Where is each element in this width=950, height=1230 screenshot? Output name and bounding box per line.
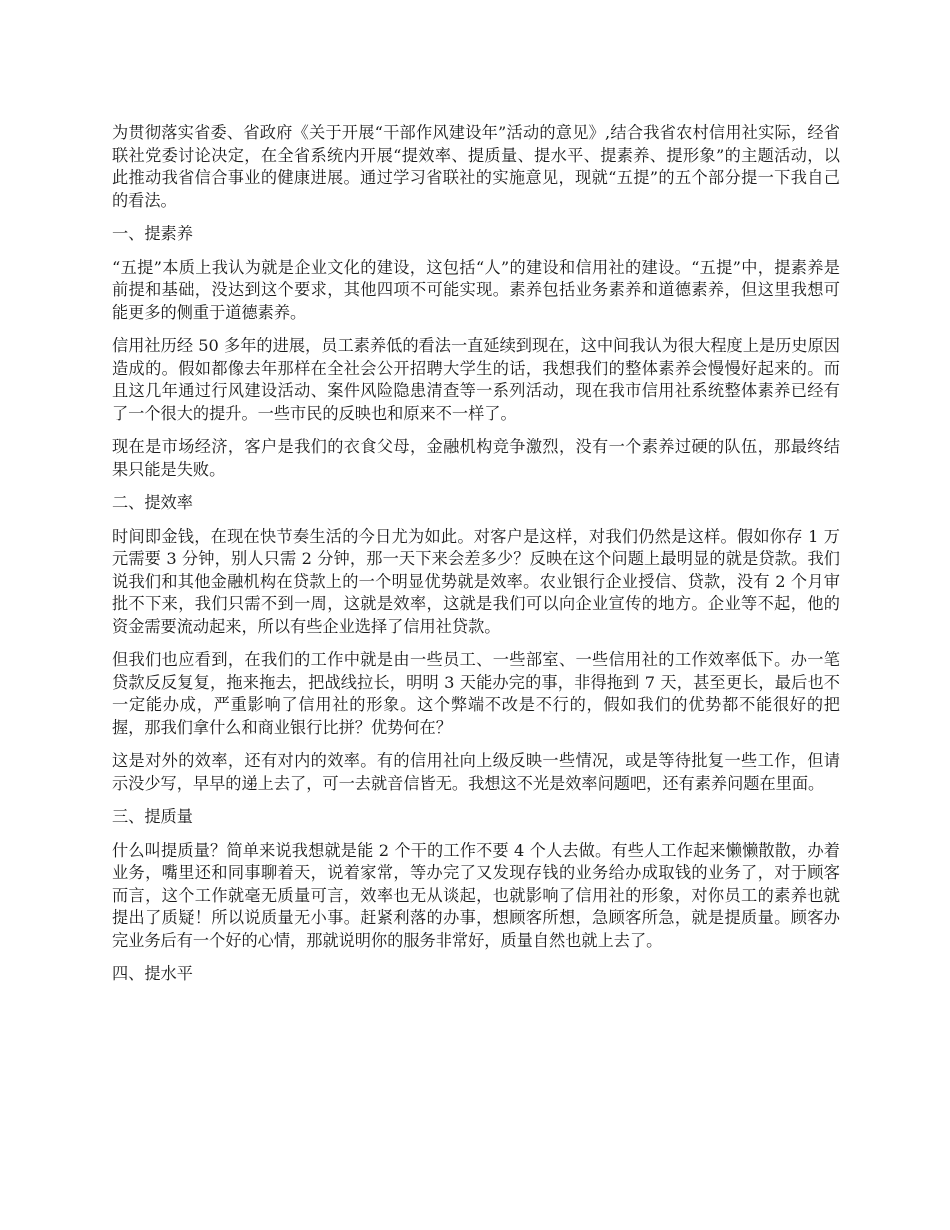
document-body [112,122,840,997]
paragraph: 什么叫提质量？简单来说我想就是能 2 个干的工作不要 4 个人去做。有些人工作起来懒懒散散，办着业务，嘴里还和同事聊着天，说着家常，等办完了又发现存钱的业务给办成取钱的业务了，对于顾客而言，这个工作就毫无质量可言，效率也无从谈起，也就影响了信用社的形象，对你员工的素养也就提出了质疑！所以说质量无小事。赶紧利落的办事，想顾客所想，急顾客所急，就是提质量。顾客办完业务后有一个好的心情，那就说明你的服务非常好，质量自然也就上去了。 [112,840,840,950]
paragraph: 这是对外的效率，还有对内的效率。有的信用社向上级反映一些情况，或是等待批复一些工作，但请示没少写，早早的递上去了，可一去就音信皆无。我想这不光是效率问题吧，还有素养问题在里面。 [112,751,840,793]
paragraph: 现在是市场经济，客户是我们的衣食父母，金融机构竞争激烈，没有一个素养过硬的队伍，那最终结果只能是失败。 [112,437,840,479]
paragraph: “五提”本质上我认为就是企业文化的建设，这包括“人”的建设和信用社的建设。“五提”中，提素养是前提和基础，没达到这个要求，其他四项不可能实现。素养包括业务素养和道德素养，但这里我想可能更多的侧重于道德素养。 [112,257,840,322]
section-heading-shuiping: 四、提水平 [112,964,193,983]
section-heading-suyang: 一、提素养 [112,224,193,243]
paragraph: 时间即金钱，在现在快节奏生活的今日尤为如此。对客户是这样，对我们仍然是这样。假如你存 1 万元需要 3 分钟，别人只需 2 分钟，那一天下来会差多少？反映在这个问题上最明显的就是贷款。我们说我们和其他金融机构在贷款上的一个明显优势就是效率。农业银行企业授信、贷款，没有 2 个月审批不下来，我们只需不到一周，这就是效率，这就是我们可以向企业宣传的地方。企业等不起，他的资金需要流动起来，所以有些企业选择了信用社贷款。 [112,526,840,636]
section-heading-xiaolv: 二、提效率 [112,493,193,512]
intro-paragraph: 为贯彻落实省委、省政府《关于开展“干部作风建设年”活动的意见》,结合我省农村信用社实际，经省联社党委讨论决定，在全省系统内开展“提效率、提质量、提水平、提素养、提形象”的主题活动，以此推动我省信合事业的健康进展。通过学习省联社的实施意见，现就“五提”的五个部分提一下我自己的看法。 [112,123,840,210]
section-heading-zhiliang: 三、提质量 [112,807,193,826]
paragraph: 信用社历经 50 多年的进展，员工素养低的看法一直延续到现在，这中间我认为很大程度上是历史原因造成的。假如都像去年那样在全社会公开招聘大学生的话，我想我们的整体素养会慢慢好起来的。而且这几年通过行风建设活动、案件风险隐患清查等一系列活动，现在我市信用社系统整体素养已经有了一个很大的提升。一些市民的反映也和原来不一样了。 [112,336,840,423]
paragraph: 但我们也应看到，在我们的工作中就是由一些员工、一些部室、一些信用社的工作效率低下。办一笔贷款反反复复，拖来拖去，把战线拉长，明明 3 天能办完的事，非得拖到 7 天，甚至更长，最后也不一定能办成，严重影响了信用社的形象。这个弊端不改是不行的，假如我们的优势都不能很好的把握，那我们拿什么和商业银行比拼？优势何在？ [112,650,840,737]
